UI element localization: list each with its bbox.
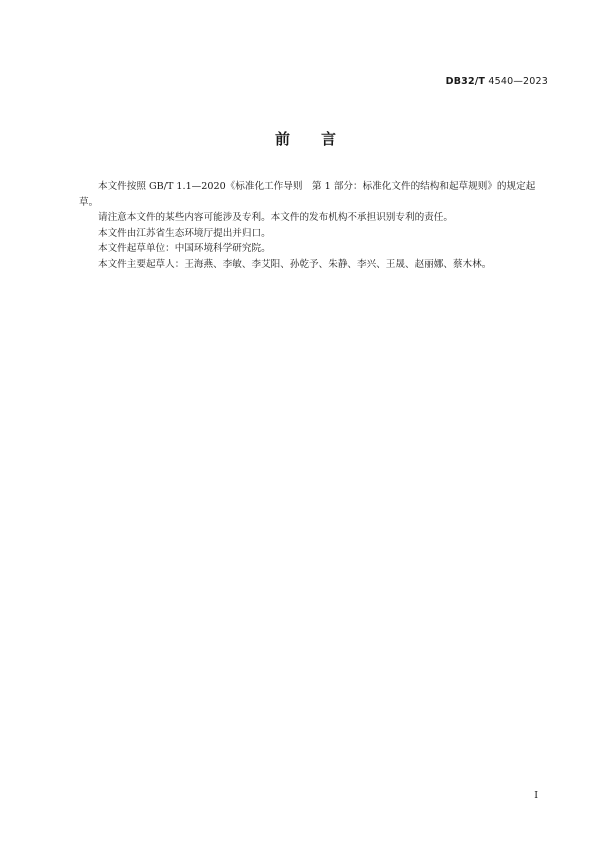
page-title-char-2: 言 xyxy=(321,130,338,148)
paragraph-patent-notice: 请注意本文件的某些内容可能涉及专利。本文件的发布机构不承担识别专利的责任。 xyxy=(98,212,453,224)
document-code-prefix: DB32/T xyxy=(445,76,486,87)
paragraph-drafters: 本文件主要起草人：王海燕、李敏、李艾阳、孙乾予、朱静、李兴、王晟、赵丽娜、蔡木林。 xyxy=(98,258,492,270)
paragraph-standard-basis: 本文件按照 GB/T 1.1—2020《标准化工作导则 第 1 部分：标准化文件的结构和起草规则》的规定起草。 xyxy=(79,181,536,208)
document-code-number: 4540—2023 xyxy=(488,76,548,87)
page-title-char-1: 前 xyxy=(274,130,291,148)
page-title xyxy=(0,128,612,149)
paragraph-proposer: 本文件由江苏省生态环境厅提出并归口。 xyxy=(98,227,271,239)
foreword-body xyxy=(79,179,551,273)
page-number: I xyxy=(534,790,538,801)
document-code xyxy=(446,76,548,87)
paragraph-drafting-unit: 本文件起草单位：中国环境科学研究院。 xyxy=(98,243,271,255)
